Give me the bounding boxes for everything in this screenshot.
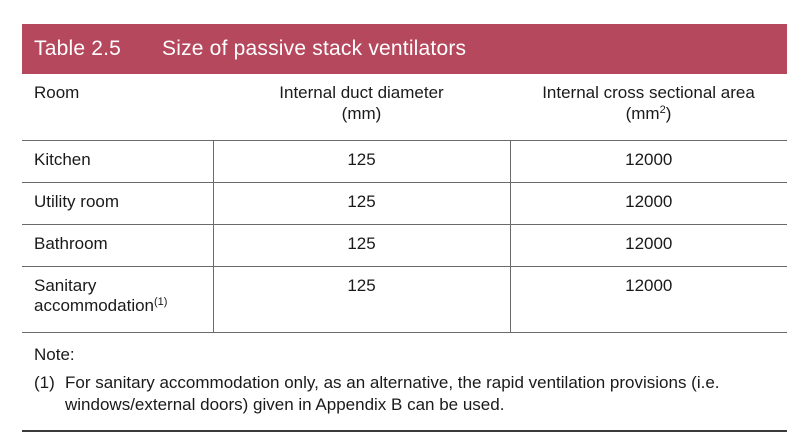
- note-marker: (1): [34, 373, 55, 392]
- cell-diameter: 125: [213, 224, 510, 266]
- header-area-line2-prefix: (mm: [625, 104, 660, 123]
- table-number: Table 2.5: [34, 37, 122, 60]
- header-area-line2-suffix: ): [665, 104, 672, 123]
- cell-area: 12000: [510, 224, 787, 266]
- cell-room: Bathroom: [22, 224, 213, 266]
- header-area-line1: Internal cross sectional area: [542, 83, 755, 102]
- note-text: For sanitary accommodation only, as an alternative, the rapid ventilation provisions (i.e. windows/external doors) given in Appendix B can be used.: [65, 373, 720, 414]
- header-diameter-line1: Internal duct diameter: [279, 83, 444, 102]
- header-area-sup: 2: [659, 104, 666, 116]
- cell-room: Kitchen: [34, 149, 91, 169]
- header-duct-diameter: [213, 74, 510, 140]
- cell-area: 12000: [510, 182, 787, 224]
- note-item: [34, 372, 775, 416]
- cell-area: 12000: [510, 140, 787, 182]
- cell-room: Utility room: [22, 182, 213, 224]
- header-cross-sectional-area: [510, 74, 787, 140]
- cell-area: 12000: [510, 266, 787, 332]
- data-table: [22, 74, 787, 332]
- footnote-ref: (1): [154, 295, 168, 308]
- cell-room-line2: accommodation: [34, 295, 155, 315]
- table-row: [22, 182, 787, 224]
- cell-diameter: 125: [213, 140, 510, 182]
- header-diameter-line2: (mm): [341, 104, 382, 123]
- header-room-label: Room: [34, 83, 80, 102]
- cell-room: [22, 266, 213, 332]
- header-room: [22, 74, 213, 140]
- table-row: [22, 140, 787, 182]
- ventilator-size-table: [22, 24, 787, 432]
- notes-heading: Note:: [34, 345, 75, 364]
- cell-diameter: 125: [213, 182, 510, 224]
- cell-room-line1: Sanitary: [34, 275, 97, 295]
- table-notes: [22, 332, 787, 432]
- cell-diameter: 125: [213, 266, 510, 332]
- table-row: [22, 266, 787, 332]
- table-title: Size of passive stack ventilators: [162, 37, 467, 60]
- table-title-bar: [22, 24, 787, 74]
- table-row: [22, 224, 787, 266]
- header-row: [22, 74, 787, 140]
